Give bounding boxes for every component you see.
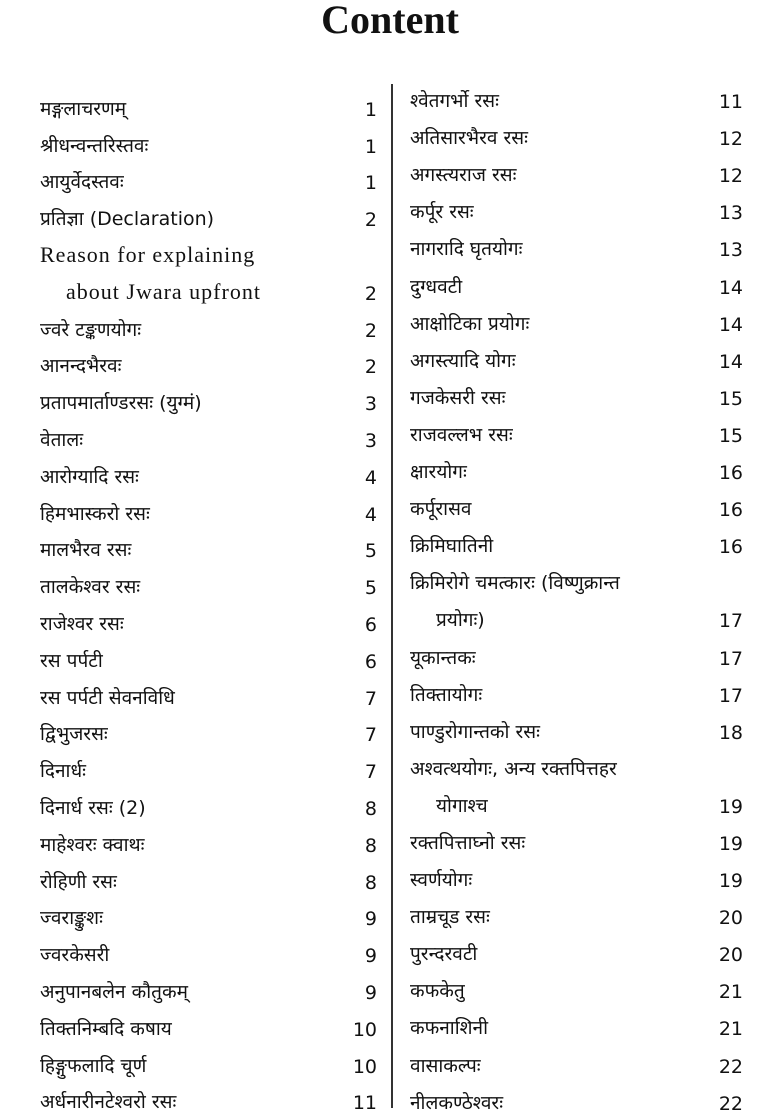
toc-entry-title: प्रयोगः) <box>436 609 485 632</box>
toc-entry-title: माहेश्वरः क्वाथः <box>40 833 145 856</box>
toc-entry-title: अगस्त्यराज रसः <box>410 164 517 187</box>
toc-entry-title: ज्वरकेसरी <box>40 944 110 967</box>
toc-entry <box>40 231 377 268</box>
toc-entry-page-number: 7 <box>364 761 377 784</box>
toc-entry-page-number: 12 <box>718 165 743 188</box>
toc-entry <box>410 261 743 298</box>
toc-entry-title: रस पर्पटी सेवनविधि <box>40 686 175 709</box>
toc-entry <box>410 1003 743 1040</box>
toc-entry-page-number: 13 <box>718 239 743 262</box>
toc-entry-page-number: 8 <box>364 797 377 820</box>
toc-entry <box>410 670 743 707</box>
toc-entry <box>410 150 743 187</box>
toc-entry-page-number: 9 <box>364 981 377 1004</box>
toc-entry-title: अश्वत्थयोगः, अन्य रक्तपित्तहर <box>410 757 617 780</box>
toc-entry-title: कफकेतु <box>410 980 465 1003</box>
toc-entry <box>410 707 743 744</box>
toc-entry-page-number: 2 <box>364 319 377 342</box>
toc-entry-page-number: 11 <box>718 91 743 114</box>
toc-entry-page-number: 15 <box>718 424 743 447</box>
toc-entry <box>40 562 377 599</box>
toc-entry <box>40 121 377 158</box>
page-title: Content <box>321 0 459 42</box>
toc-entry-title: तिक्तनिम्बदि कषाय <box>40 1017 172 1040</box>
toc-entry-page-number: 14 <box>718 350 743 373</box>
toc-entry-title: रस पर्पटी <box>40 649 103 672</box>
toc-entry <box>410 336 743 373</box>
toc-entry-title: ज्वरे टङ्कणयोगः <box>40 318 142 341</box>
toc-entry-title: आनन्दभैरवः <box>40 355 122 378</box>
toc-entry-title: हिङ्गुफलादि चूर्ण <box>40 1054 147 1077</box>
toc-entry-page-number: 6 <box>364 650 377 673</box>
toc-entry <box>40 305 377 342</box>
toc-entry-page-number: 14 <box>718 313 743 336</box>
toc-left-column <box>40 84 377 1114</box>
toc-entry-title: पाण्डुरोगान्तको रसः <box>410 720 540 743</box>
toc-entry-page-number: 4 <box>364 503 377 526</box>
toc-entry-title: अर्धनारीनटेश्वरो रसः <box>40 1091 177 1114</box>
toc-entry-title: यूकान्तकः <box>410 646 476 669</box>
toc-entry-title: about Jwara upfront <box>66 278 261 304</box>
toc-entry <box>40 636 377 673</box>
toc-entry-title: स्वर्णयोगः <box>410 869 473 892</box>
toc-entry-title: कर्पूरासव <box>410 498 472 521</box>
toc-entry-title: योगाश्च <box>436 794 488 817</box>
toc-entry-page-number: 1 <box>364 135 377 158</box>
toc-entry <box>410 892 743 929</box>
toc-entry-title: हिमभास्करो रसः <box>40 502 150 525</box>
toc-entry-title: क्रिमिरोगे चमत्कारः (विष्णुक्रान्त <box>410 572 620 595</box>
toc-entry-title: आक्षोटिका प्रयोगः <box>410 312 530 335</box>
toc-entry <box>410 373 743 410</box>
toc-entry-title: श्रीधन्वन्तरिस्तवः <box>40 134 149 157</box>
toc-right-column <box>410 76 743 1115</box>
toc-entry-title: अतिसारभैरव रसः <box>410 127 528 150</box>
toc-entry <box>410 410 743 447</box>
toc-entry-title: पुरन्दरवटी <box>410 943 478 966</box>
toc-entry <box>40 526 377 563</box>
toc-entry-page-number: 2 <box>364 356 377 379</box>
toc-entry-page-number: 17 <box>718 684 743 707</box>
toc-entry-title: रोहिणी रसः <box>40 870 117 893</box>
toc-entry-title: आयुर्वेदस्तवः <box>40 171 124 194</box>
toc-entry <box>40 415 377 452</box>
toc-entry <box>410 521 743 558</box>
toc-entry-page-number: 19 <box>718 870 743 893</box>
toc-entry-page-number: 1 <box>364 172 377 195</box>
toc-entry-title: आरोग्यादि रसः <box>40 465 139 488</box>
toc-entry-title: प्रतिज्ञा (Declaration) <box>40 208 215 231</box>
toc-entry <box>410 855 743 892</box>
toc-entry-title: दुग्धवटी <box>410 275 463 298</box>
toc-entry-page-number: 21 <box>718 1018 743 1041</box>
toc-entry <box>410 113 743 150</box>
toc-entry-page-number: 21 <box>718 981 743 1004</box>
toc-entry-page-number: 7 <box>364 724 377 747</box>
toc-entry <box>410 966 743 1003</box>
toc-entry-page-number: 15 <box>718 387 743 410</box>
toc-entry-title: मङ्गलाचरणम् <box>40 97 127 120</box>
toc-entry-page-number: 8 <box>364 871 377 894</box>
toc-entry-title: ताम्रचूड रसः <box>410 906 490 929</box>
toc-entry-page-number: 22 <box>718 1092 743 1115</box>
toc-entry-title: Reason for explaining <box>40 241 256 267</box>
toc-entry <box>410 299 743 336</box>
toc-entry-title: अनुपानबलेन कौतुकम् <box>40 980 188 1003</box>
toc-entry <box>40 194 377 231</box>
toc-entry-page-number: 22 <box>718 1055 743 1078</box>
toc-entry <box>40 452 377 489</box>
toc-entry <box>40 967 377 1004</box>
toc-entry-title: क्रिमिघातिनी <box>410 535 494 558</box>
toc-entry-title: दिनार्धः <box>40 760 86 783</box>
toc-entry <box>40 710 377 747</box>
toc-entry-page-number: 18 <box>718 721 743 744</box>
toc-entry-page-number: 20 <box>718 944 743 967</box>
toc-entry-title: कफनाशिनी <box>410 1017 489 1040</box>
toc-entry-page-number: 16 <box>718 499 743 522</box>
toc-entry <box>410 929 743 966</box>
toc-entry-title: कर्पूर रसः <box>410 201 474 224</box>
toc-entry-page-number: 11 <box>352 1092 377 1115</box>
toc-entry <box>40 268 377 305</box>
toc-entry <box>410 447 743 484</box>
toc-entry-page-number: 16 <box>718 462 743 485</box>
toc-entry-page-number: 4 <box>364 466 377 489</box>
toc-entry <box>410 76 743 113</box>
toc-entry-page-number: 2 <box>364 209 377 232</box>
toc-entry <box>40 599 377 636</box>
toc-entry-page-number: 3 <box>364 429 377 452</box>
toc-entry <box>410 558 743 595</box>
toc-entry-page-number: 10 <box>352 1055 377 1078</box>
toc-entry <box>410 1040 743 1077</box>
toc-entry <box>410 595 743 632</box>
toc-entry <box>40 489 377 526</box>
toc-entry <box>410 224 743 261</box>
toc-entry <box>40 1041 377 1078</box>
toc-entry-title: ज्वराङ्कुशः <box>40 907 103 930</box>
toc-entry-page-number: 19 <box>718 795 743 818</box>
toc-entry-page-number: 17 <box>718 647 743 670</box>
toc-entry-title: नागरादि घृतयोगः <box>410 238 523 261</box>
toc-entry <box>40 1078 377 1115</box>
toc-entry <box>40 820 377 857</box>
toc-entry <box>410 632 743 669</box>
toc-entry-page-number: 6 <box>364 613 377 636</box>
toc-entry <box>40 673 377 710</box>
toc-entry-page-number: 20 <box>718 907 743 930</box>
toc-entry <box>410 1078 743 1115</box>
toc-entry-page-number: 13 <box>718 202 743 225</box>
toc-entry-title: राजवल्लभ रसः <box>410 423 513 446</box>
toc-entry <box>40 746 377 783</box>
toc-entry-page-number: 10 <box>352 1018 377 1041</box>
toc-entry-title: मालभैरव रसः <box>40 539 132 562</box>
toc-entry <box>410 484 743 521</box>
toc-entry-page-number: 5 <box>364 540 377 563</box>
toc-entry-title: गजकेसरी रसः <box>410 386 506 409</box>
toc-entry-page-number: 16 <box>718 536 743 559</box>
toc-entry <box>40 342 377 379</box>
toc-entry-title: राजेश्वर रसः <box>40 612 124 635</box>
toc-entry <box>40 857 377 894</box>
toc-entry-page-number: 9 <box>364 945 377 968</box>
toc-entry <box>40 158 377 195</box>
toc-entry-page-number: 17 <box>718 610 743 633</box>
toc-entry-title: रक्तपित्ताघ्नो रसः <box>410 831 526 854</box>
toc-entry-title: वेतालः <box>40 428 84 451</box>
toc-entry-title: प्रतापमार्ताण्डरसः (युग्मं) <box>40 392 202 415</box>
toc-entry-page-number: 1 <box>364 98 377 121</box>
toc-entry-page-number: 7 <box>364 687 377 710</box>
toc-entry-title: श्वेतगर्भो रसः <box>410 90 499 113</box>
toc-entry-title: क्षारयोगः <box>410 461 467 484</box>
toc-entry <box>40 930 377 967</box>
toc-entry <box>410 744 743 781</box>
toc-entry <box>40 84 377 121</box>
toc-entry-title: अगस्त्यादि योगः <box>410 349 516 372</box>
toc-entry-page-number: 8 <box>364 834 377 857</box>
toc-entry-title: नीलकण्ठेश्वरः <box>410 1091 504 1114</box>
toc-entry-title: तिक्तायोगः <box>410 683 483 706</box>
toc-entry <box>40 378 377 415</box>
toc-entry-page-number: 2 <box>364 282 377 305</box>
toc-entry-page-number: 5 <box>364 577 377 600</box>
toc-entry-page-number: 3 <box>364 393 377 416</box>
toc-entry-page-number: 19 <box>718 832 743 855</box>
toc-entry-page-number: 12 <box>718 128 743 151</box>
toc-entry-title: द्विभुजरसः <box>40 723 108 746</box>
toc-entry <box>40 894 377 931</box>
toc-entry-page-number: 14 <box>718 276 743 299</box>
column-divider <box>391 84 393 1108</box>
toc-entry-title: तालकेश्वर रसः <box>40 576 141 599</box>
toc-entry-title: वासाकल्पः <box>410 1054 481 1077</box>
toc-entry <box>40 1004 377 1041</box>
toc-entry <box>40 783 377 820</box>
toc-entry <box>410 187 743 224</box>
toc-entry-title: दिनार्ध रसः (2) <box>40 796 146 819</box>
toc-entry-page-number: 9 <box>364 908 377 931</box>
toc-entry <box>410 781 743 818</box>
toc-entry <box>410 818 743 855</box>
